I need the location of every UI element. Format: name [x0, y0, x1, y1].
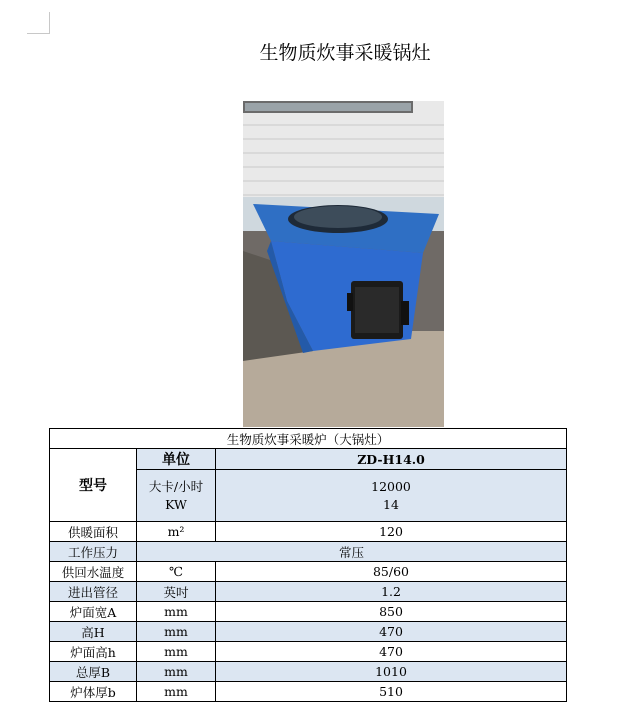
row-value: 常压	[137, 542, 567, 562]
unit-header: 单位	[137, 449, 216, 470]
model-label: 型号	[50, 449, 137, 522]
row-label: 高H	[50, 622, 137, 642]
row-value: 1010	[216, 662, 567, 682]
row-label: 供暖面积	[50, 522, 137, 542]
table-row	[50, 582, 567, 602]
table-row	[50, 522, 567, 542]
row-label: 工作压力	[50, 542, 137, 562]
table-row	[50, 642, 567, 662]
row-label: 供回水温度	[50, 562, 137, 582]
capacity-unit: 大卡/小时KW	[137, 470, 216, 522]
row-value: 85/60	[216, 562, 567, 582]
table-row	[50, 662, 567, 682]
model-value: ZD-H14.0	[216, 449, 567, 470]
row-value: 1.2	[216, 582, 567, 602]
row-unit: mm	[137, 662, 216, 682]
row-value: 510	[216, 682, 567, 702]
row-unit: ℃	[137, 562, 216, 582]
table-row	[50, 542, 567, 562]
table-row	[50, 682, 567, 702]
table-caption: 生物质炊事采暖炉（大锅灶）	[50, 429, 567, 449]
row-unit: mm	[137, 602, 216, 622]
stove-photo	[243, 101, 444, 427]
row-value: 120	[216, 522, 567, 542]
table-row	[50, 602, 567, 622]
row-label: 进出管径	[50, 582, 137, 602]
table-caption-row	[50, 429, 567, 449]
row-label: 炉面高h	[50, 642, 137, 662]
row-unit: mm	[137, 642, 216, 662]
row-unit: mm	[137, 622, 216, 642]
capacity-value	[216, 470, 567, 522]
header-row	[50, 449, 567, 470]
row-unit: 英吋	[137, 582, 216, 602]
row-label: 炉面宽A	[50, 602, 137, 622]
row-value: 470	[216, 622, 567, 642]
row-unit: m²	[137, 522, 216, 542]
row-label: 总厚B	[50, 662, 137, 682]
table-row	[50, 622, 567, 642]
row-value: 470	[216, 642, 567, 662]
page-title: 生物质炊事采暖锅灶	[259, 42, 431, 64]
capacity-value-kcal: 12000	[371, 478, 411, 494]
spec-table	[49, 428, 567, 702]
row-label: 炉体厚b	[50, 682, 137, 702]
row-value: 850	[216, 602, 567, 622]
table-row	[50, 562, 567, 582]
capacity-value-kw: 14	[383, 496, 399, 512]
page-corner-mark	[27, 12, 50, 34]
row-unit: mm	[137, 682, 216, 702]
